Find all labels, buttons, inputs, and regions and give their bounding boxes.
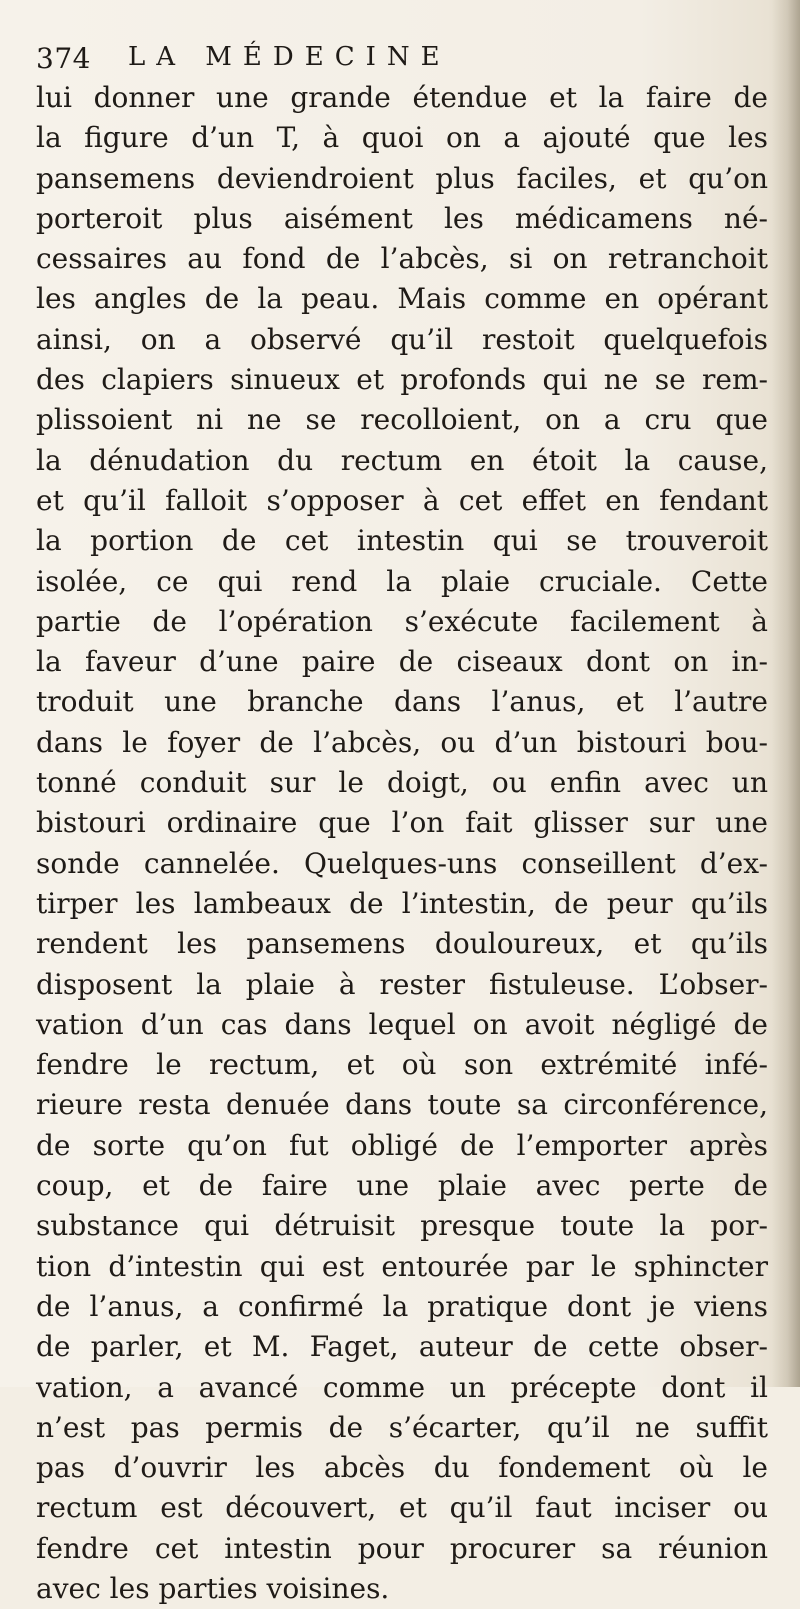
text-line: fendre le rectum, et où son extrémité infé- xyxy=(36,1048,768,1082)
text-line: la faveur d’une paire de ciseaux dont on in- xyxy=(36,645,768,679)
text-line: dans le foyer de l’abcès, ou d’un bistouri bou- xyxy=(36,725,768,759)
text-line: isolée, ce qui rend la plaie cruciale. Cette xyxy=(36,564,768,598)
text-line: sonde cannelée. Quelques-uns conseillent d’ex- xyxy=(36,846,768,880)
text-line: la dénudation du rectum en étoit la cause, xyxy=(36,443,768,477)
text-line: les angles de la peau. Mais comme en opérant xyxy=(36,282,768,316)
page-edge-shadow xyxy=(772,0,800,1387)
page-header xyxy=(36,38,766,78)
page-number: 374 xyxy=(36,42,91,75)
text-line: vation d’un cas dans lequel on avoit négligé de xyxy=(36,1007,768,1041)
running-title: LA MÉDECINE xyxy=(128,42,451,72)
text-line: tonné conduit sur le doigt, ou enfin avec un xyxy=(36,766,768,800)
body-text xyxy=(36,78,768,1609)
text-line: et qu’il falloit s’opposer à cet effet en fendant xyxy=(36,483,768,517)
text-line: la portion de cet intestin qui se trouveroit xyxy=(36,524,768,558)
text-line: de sorte qu’on fut obligé de l’emporter après xyxy=(36,1128,768,1162)
text-line: vation, a avancé comme un précepte dont il xyxy=(36,1370,768,1404)
text-line: tirper les lambeaux de l’intestin, de peur qu’ils xyxy=(36,886,768,920)
text-line: bistouri ordinaire que l’on fait glisser sur une xyxy=(36,806,768,840)
text-line: troduit une branche dans l’anus, et l’autre xyxy=(36,685,768,719)
text-line: substance qui détruisit presque toute la por- xyxy=(36,1209,768,1243)
text-line: porteroit plus aisément les médicamens né- xyxy=(36,201,768,235)
text-line: de l’anus, a confirmé la pratique dont je viens xyxy=(36,1289,768,1323)
text-line: partie de l’opération s’exécute facilement à xyxy=(36,604,768,638)
text-line: rendent les pansemens douloureux, et qu’ils xyxy=(36,927,768,961)
text-line: avec les parties voisines. xyxy=(36,1571,390,1605)
text-line: n’est pas permis de s’écarter, qu’il ne suffit xyxy=(36,1410,768,1444)
text-line: rectum est découvert, et qu’il faut inciser ou xyxy=(36,1491,768,1525)
text-line: de parler, et M. Faget, auteur de cette obser- xyxy=(36,1330,768,1364)
text-line: lui donner une grande étendue et la faire de xyxy=(36,81,768,114)
text-line: rieure resta denuée dans toute sa circonférence, xyxy=(36,1088,768,1122)
text-line: la figure d’un T, à quoi on a ajouté que les xyxy=(36,121,768,155)
text-line: pansemens deviendroient plus faciles, et qu’on xyxy=(36,161,768,195)
text-line: disposent la plaie à rester fistuleuse. L’obser- xyxy=(36,967,768,1001)
text-line: fendre cet intestin pour procurer sa réunion xyxy=(36,1531,768,1565)
text-line: plissoient ni ne se recolloient, on a cru que xyxy=(36,403,768,437)
text-line: cessaires au fond de l’abcès, si on retranchoit xyxy=(36,242,768,276)
text-line: ainsi, on a observé qu’il restoit quelquefois xyxy=(36,322,768,356)
text-line: coup, et de faire une plaie avec perte de xyxy=(36,1169,768,1203)
text-line: pas d’ouvrir les abcès du fondement où le xyxy=(36,1451,768,1485)
text-line: des clapiers sinueux et profonds qui ne se rem- xyxy=(36,363,768,397)
text-line: tion d’intestin qui est entourée par le sphincter xyxy=(36,1249,768,1283)
